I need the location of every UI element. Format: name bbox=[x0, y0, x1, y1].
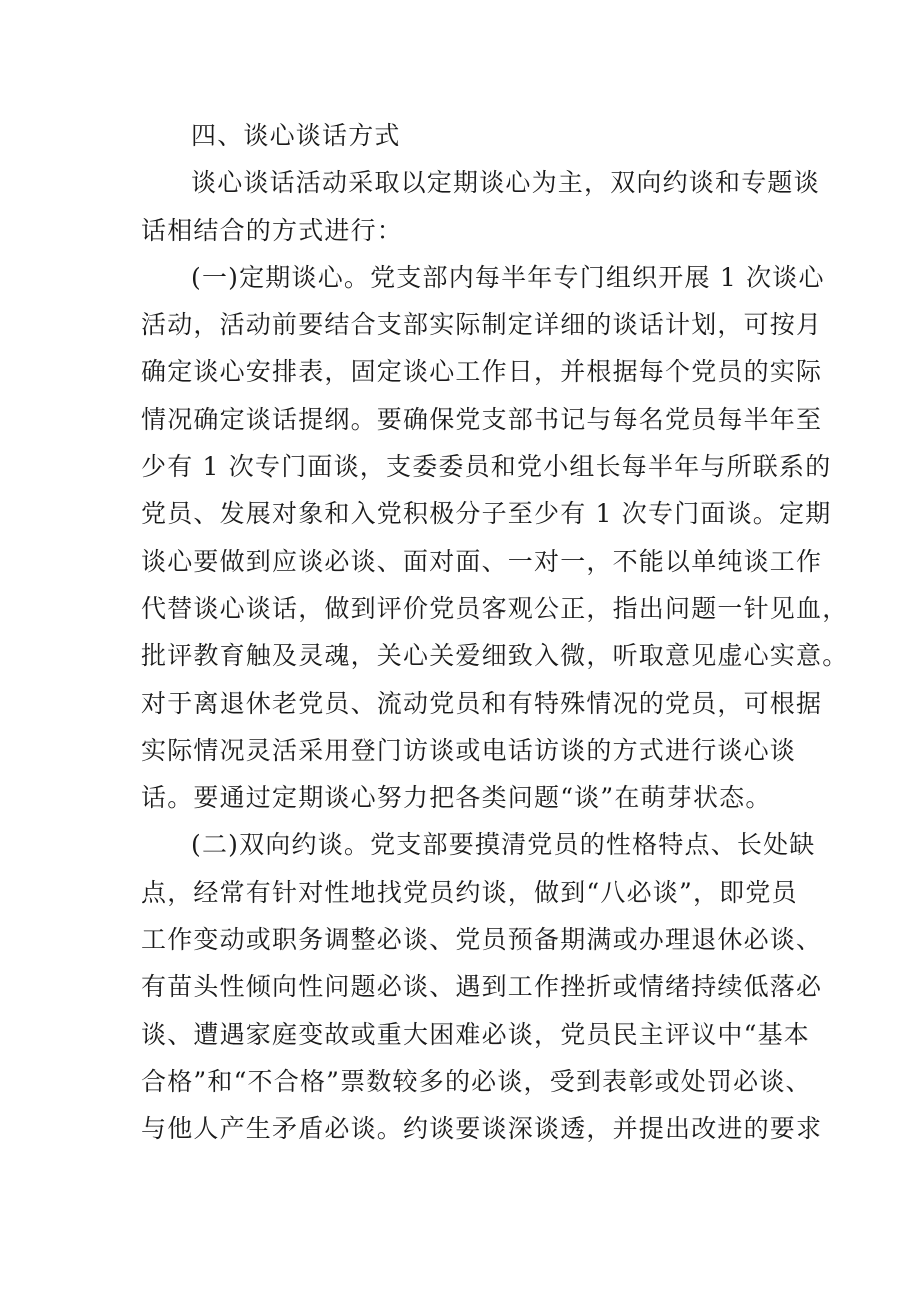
paragraph-line: 对于离退休老党员、流动党员和有特殊情况的党员，可根据 bbox=[141, 688, 823, 718]
paragraph-line: 工作变动或职务调整必谈、党员预备期满或办理退休必谈、 bbox=[141, 925, 823, 955]
paragraph-line: (一)定期谈心。党支部内每半年专门组织开展 1 次谈心 bbox=[191, 262, 825, 292]
paragraph-line: 有苗头性倾向性问题必谈、遇到工作挫折或情绪持续低落必 bbox=[141, 972, 823, 1002]
paragraph-line: 点，经常有针对性地找党员约谈，做到“八必谈”，即党员 bbox=[141, 877, 798, 907]
paragraph-line: 谈心谈话活动采取以定期谈心为主，双向约谈和专题谈 bbox=[191, 168, 820, 198]
paragraph-line: 与他人产生矛盾必谈。约谈要谈深谈透，并提出改进的要求 bbox=[141, 1114, 823, 1144]
section-heading: 四、谈心谈话方式 bbox=[191, 121, 401, 150]
paragraph-line: 谈心要做到应谈必谈、面对面、一对一，不能以单纯谈工作 bbox=[141, 546, 823, 576]
paragraph-line: (二)双向约谈。党支部要摸清党员的性格特点、长处缺 bbox=[191, 830, 816, 860]
paragraph-line: 党员、发展对象和入党积极分子至少有 1 次专门面谈。定期 bbox=[141, 499, 832, 529]
paragraph-line: 情况确定谈话提纲。要确保党支部书记与每名党员每半年至 bbox=[141, 404, 823, 434]
paragraph-line: 实际情况灵活采用登门访谈或电话访谈的方式进行谈心谈 bbox=[141, 735, 797, 765]
paragraph-line: 话。要通过定期谈心努力把各类问题“谈”在萌芽状态。 bbox=[141, 783, 772, 813]
paragraph-line: 话相结合的方式进行： bbox=[141, 215, 404, 245]
paragraph-line: 确定谈心安排表，固定谈心工作日，并根据每个党员的实际 bbox=[141, 357, 823, 387]
paragraph-line: 谈、遭遇家庭变故或重大困难必谈，党员民主评议中“基本 bbox=[141, 1019, 810, 1049]
paragraph-line: 代替谈心谈话，做到评价党员客观公正，指出问题一针见血， bbox=[141, 593, 849, 623]
paragraph-line: 少有 1 次专门面谈，支委委员和党小组长每半年与所联系的 bbox=[141, 452, 832, 482]
paragraph-line: 批评教育触及灵魂，关心关爱细致入微，听取意见虚心实意。 bbox=[141, 641, 849, 671]
document-body bbox=[141, 112, 849, 1153]
paragraph-line: 活动，活动前要结合支部实际制定详细的谈话计划，可按月 bbox=[141, 310, 823, 340]
paragraph-line: 合格”和“不合格”票数较多的必谈，受到表彰或处罚必谈、 bbox=[141, 1066, 812, 1096]
